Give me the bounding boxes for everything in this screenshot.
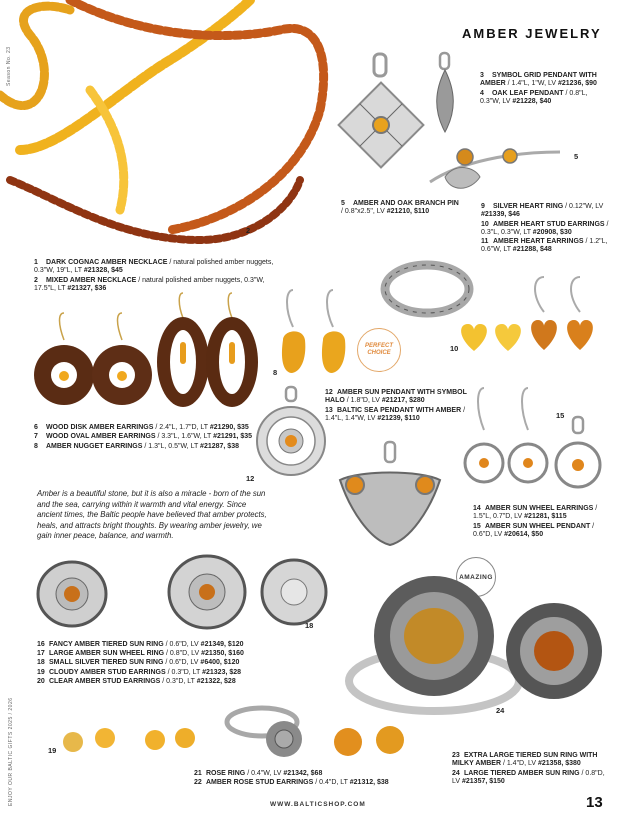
season-label: Season No. 23 — [6, 46, 12, 86]
rose-ring-image — [222, 697, 312, 762]
product-listing: 21 ROSE RING / 0.4"W, LV #21342, $68 22 AMBER ROSE STUD EARRINGS / 0.4"D, LT #21312, $38 — [194, 770, 389, 787]
sun-wheel-pendant-image — [548, 415, 608, 495]
product-listing: 6 WOOD DISK AMBER EARRINGS / 2.4"L, 1.7"D, LT #21290, $35 7 WOOD OVAL AMBER EARRINGS / 3.3"L, 1.6"W, LT #21291, $35 8 AMBER NUGGET EARRINGS / 1.3"L, 0.5"W, LT #21287, $38 — [34, 424, 253, 450]
oak-branch-pin-image — [420, 132, 570, 202]
product-listing: 12 AMBER SUN PENDANT WITH SYMBOL HALO / 1.8"D, LV #21217, $280 13 BALTIC SEA PENDANT WITH AMBER / 1.4"L, 1.4"W, LV #21239, $110 — [325, 389, 467, 422]
amber-stud-earrings-image — [55, 712, 205, 757]
wood-disk-earrings-image — [34, 310, 154, 415]
product-listing: 5 AMBER AND OAK BRANCH PIN / 0.8"x2.5", LV #21210, $110 — [341, 200, 459, 216]
figure-label: 12 — [246, 474, 255, 483]
oak-leaf-pendant-image — [430, 50, 460, 135]
product-listing: 16 FANCY AMBER TIERED SUN RING / 0.6"D, LV #21349, $120 17 LARGE AMBER SUN WHEEL RING / 0.8"D, LV #21350, $160 18 SMALL SILVER TIERED SUN RING / 0.6"D, LV #6400, $120 19 CLOUDY AMBER STUD EARRINGS / 0.3"D, LT #21323, $28 20 CLEAR AMBER STUD EARRINGS / 0.3"D, LT #21322, $28 — [37, 641, 244, 685]
silver-heart-ring-image — [380, 258, 475, 320]
figure-label: 19 — [48, 746, 57, 755]
figure-label: 10 — [450, 344, 459, 353]
page-title: AMBER JEWELRY — [462, 26, 602, 41]
figure-label: 18 — [305, 621, 314, 630]
baltic-sea-pendant-image — [330, 440, 450, 550]
wood-oval-earrings-image — [150, 290, 265, 415]
amber-sun-pendant-image — [254, 385, 329, 485]
large-tiered-rings-image — [334, 566, 604, 726]
website-link[interactable]: WWW.BALTICSHOP.COM — [270, 801, 366, 808]
product-listing: 9 SILVER HEART RING / 0.12"W, LV #21339, $46 10 AMBER HEART STUD EARRINGS / 0.3"L, 0.3"W, LT #20908, $30 11 AMBER HEART EARRINGS / 1.2"L, 0.6"W, LT #21288, $48 — [481, 203, 609, 254]
amber-nugget-earrings-image — [275, 285, 355, 380]
product-listing: 1 DARK COGNAC AMBER NECKLACE / natural polished amber nuggets, 0.3"W, 19"L, LT #21328, $45 2 MIXED AMBER NECKLACE / natural polished amber nuggets, 0.3"W, 17.5"L, LT #21327, $36 — [34, 259, 274, 292]
amber-rose-studs-image — [328, 722, 413, 760]
amazing-badge: AMAZING — [456, 557, 496, 597]
product-listing: 3 SYMBOL GRID PENDANT WITH AMBER / 1.4"L, 1"W, LV #21236, $90 4 OAK LEAF PENDANT / 0.8"L, 0.3"W, LV #21228, $40 — [480, 72, 597, 105]
amber-necklace-image — [0, 0, 340, 250]
catalog-side-label: ENJOY OUR BALTIC GIFTS 2025 / 2026 — [8, 697, 14, 806]
amber-heart-earrings-image — [522, 272, 602, 357]
intro-paragraph: Amber is a beautiful stone, but it is also a miracle - born of the sun and the sea, carrying within it warmth and vital energy. Since ancient times, the Baltic people have believed that amber protects, heals, and attracts bright thoughts. By wearing amber jewelry, we gain inner peace, balance, and warmth. — [37, 489, 267, 541]
product-listing: 14 AMBER SUN WHEEL EARRINGS / 1.5"L, 0.7"D, LV #21281, $115 15 AMBER SUN WHEEL PENDANT / 0.6"D, LV #20614, $50 — [473, 505, 598, 538]
figure-label: 5 — [574, 152, 579, 161]
product-listing: 23 EXTRA LARGE TIERED SUN RING WITH MILKY AMBER / 1.4"D, LV #21358, $380 24 LARGE TIERED AMBER SUN RING / 0.8"D, LV #21357, $150 — [452, 752, 605, 785]
figure-label: 15 — [556, 411, 565, 420]
figure-label: 24 — [496, 706, 505, 715]
figure-label: 8 — [273, 368, 278, 377]
tiered-sun-rings-image — [32, 552, 332, 634]
figure-label: 2 — [246, 226, 251, 235]
page-number: 13 — [586, 794, 603, 811]
symbol-grid-pendant-image — [334, 50, 429, 170]
amber-heart-studs-image — [456, 318, 526, 356]
perfect-choice-badge: PERFECT CHOICE — [357, 328, 401, 372]
